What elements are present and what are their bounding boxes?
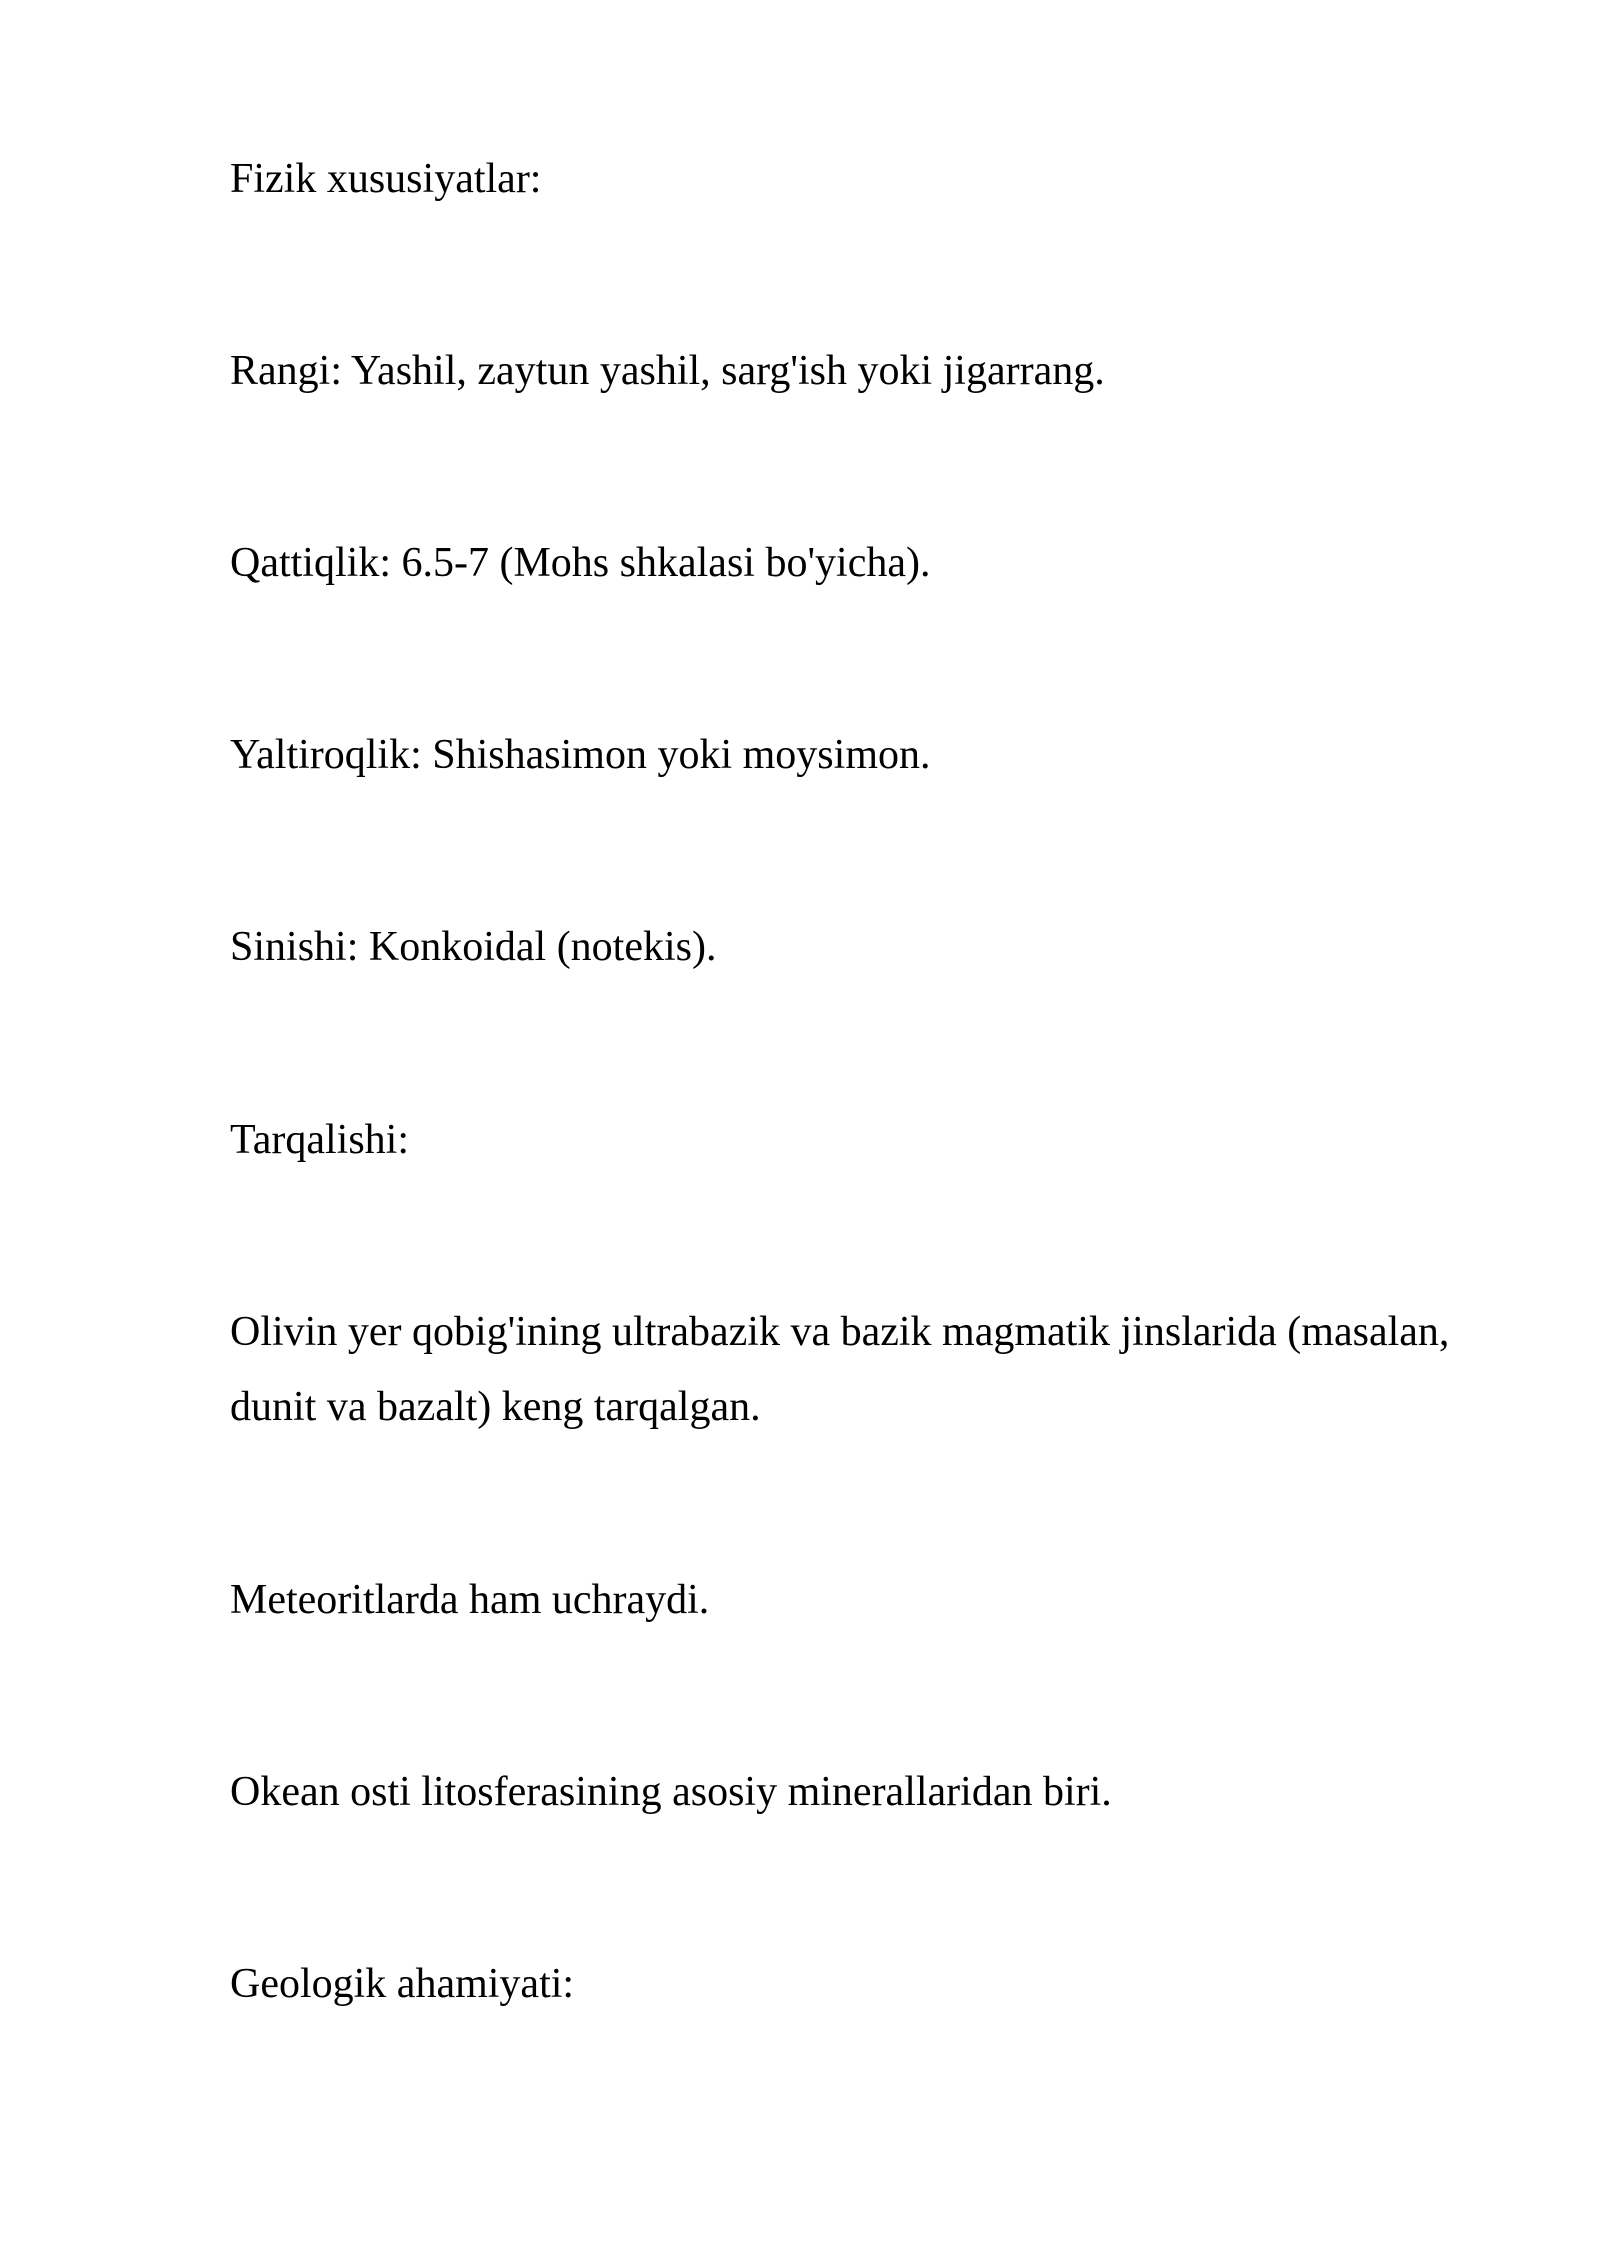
oceanic-lithosphere-paragraph: Okean osti litosferasining asosiy minerallaridan biri. [230,1769,1112,1815]
fracture-property: Sinishi: Konkoidal (notekis). [230,924,717,970]
section-heading-distribution: Tarqalishi: [230,1117,410,1163]
meteorites-paragraph: Meteoritlarda ham uchraydi. [230,1577,710,1623]
hardness-property: Qattiqlik: 6.5-7 (Mohs shkalasi bo'yicha). [230,540,931,586]
color-property: Rangi: Yashil, zaytun yashil, sarg'ish yoki jigarrang. [230,348,1105,394]
section-heading-physical-properties: Fizik xususiyatlar: [230,156,542,202]
distribution-paragraph: Olivin yer qobig'ining ultrabazik va bazik magmatik jinslarida (masalan, dunit va bazalt) keng tarqalgan. [230,1309,1450,1430]
luster-property: Yaltiroqlik: Shishasimon yoki moysimon. [230,732,931,778]
section-heading-geological-significance: Geologik ahamiyati: [230,1961,575,2007]
